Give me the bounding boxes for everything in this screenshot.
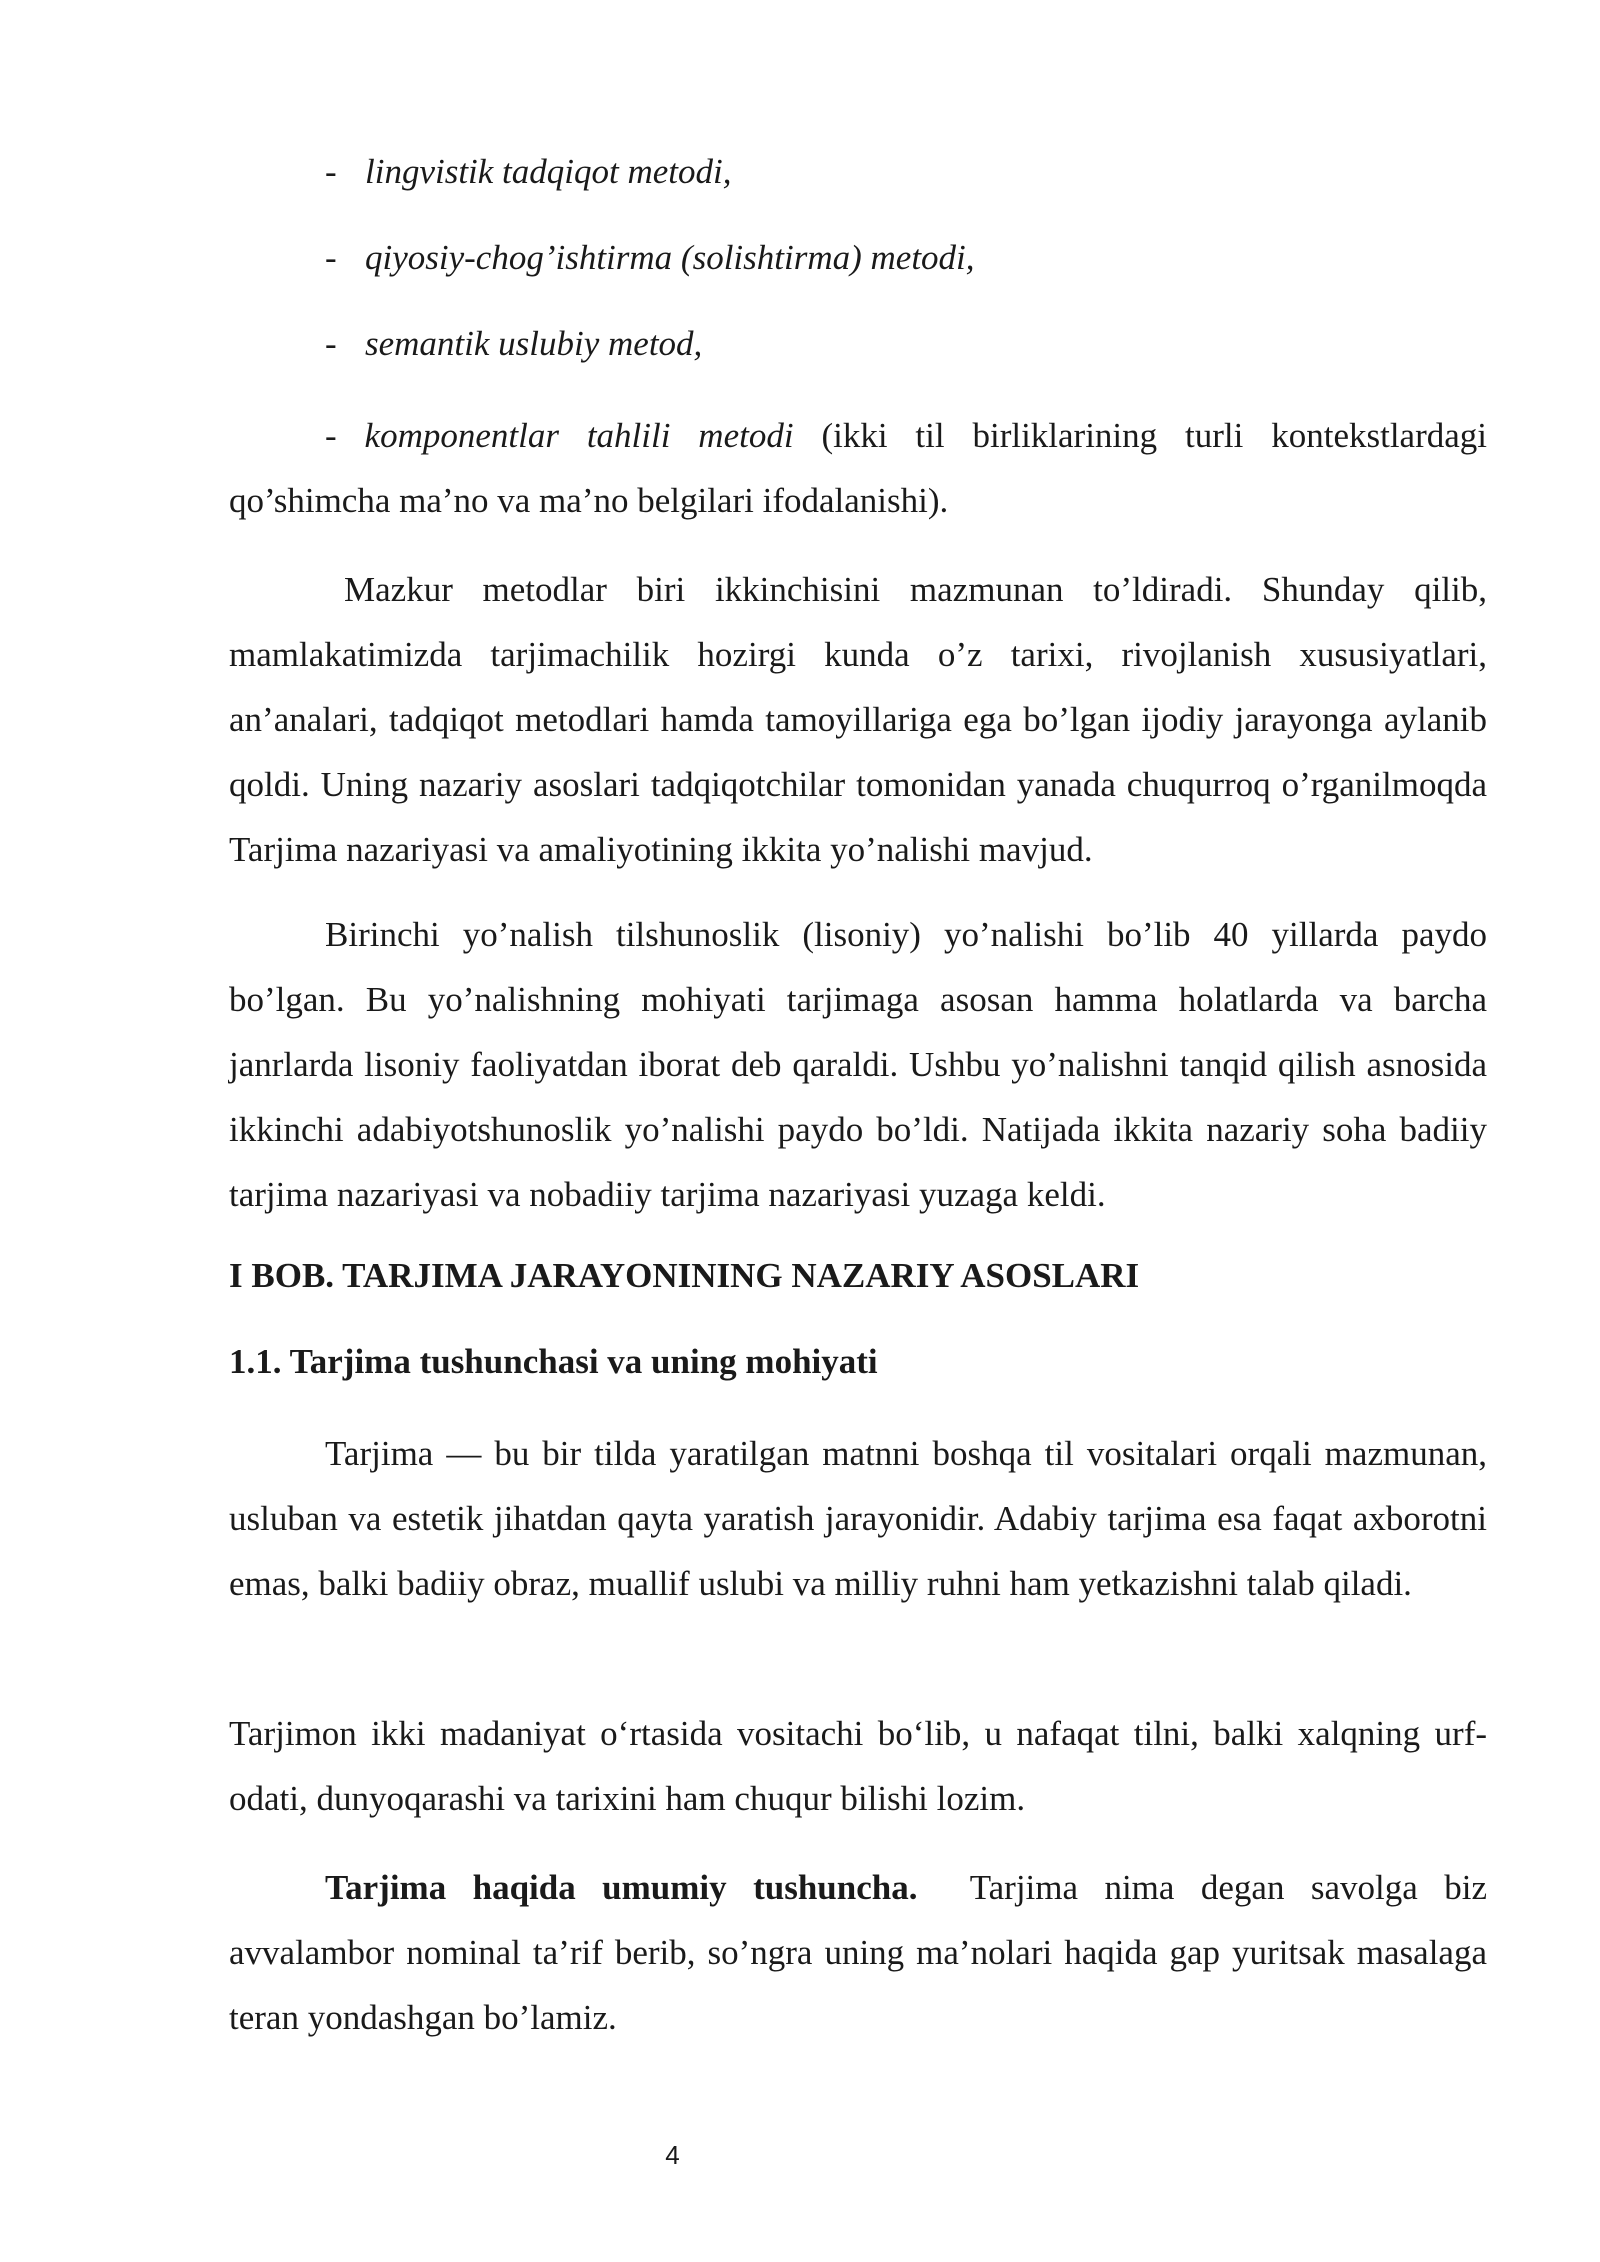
paragraph-directions: Birinchi yo’nalish tilshunoslik (lisoniy) yo’nalishi bo’lib 40 yillarda paydo bo’lgan. Bu yo’nalishning mohiyati tarjimaga asosan hamma holatlarda va barcha janrlarda lisoniy faoliyatdan iborat deb qaraldi. Ushbu yo’nalishni tanqid qilish asnosida ikkinchi adabiyotshunoslik yo’nalishi paydo bo’ldi. Natijada ikkita nazariy soha badiiy tarjima nazariyasi va nobadiiy tarjima nazariyasi yuzaga keldi. bbox=[229, 915, 1487, 1214]
paragraph-general-concept bbox=[229, 1855, 1496, 2050]
method-list-item bbox=[325, 152, 732, 192]
page-number: 4 bbox=[665, 2140, 680, 2170]
chapter-heading: I BOB. TARJIMA JARAYONINING NAZARIY ASOSLARI bbox=[229, 1256, 1140, 1295]
method-label: semantik uslubiy metod, bbox=[365, 324, 703, 363]
section-heading: 1.1. Tarjima tushunchasi va uning mohiyati bbox=[229, 1342, 878, 1381]
paragraph-translator-role: Tarjimon ikki madaniyat o‘rtasida vositachi bo‘lib, u nafaqat tilni, balki xalqning urf-odati, dunyoqarashi va tarixini ham chuqur bilishi lozim. bbox=[229, 1714, 1487, 1818]
inline-bold-heading: Tarjima haqida umumiy tushuncha. bbox=[325, 1868, 918, 1907]
list-dash: - bbox=[325, 238, 337, 277]
method-list-item bbox=[325, 238, 975, 278]
method-list-item bbox=[325, 324, 702, 364]
paragraph-definition: Tarjima — bu bir tilda yaratilgan matnni boshqa til vositalari orqali mazmunan, usluban va estetik jihatdan qayta yaratish jarayonidir. Adabiy tarjima esa faqat axborotni emas, balki badiiy obraz, muallif uslubi va milliy ruhni ham yetkazishni talab qiladi. bbox=[229, 1434, 1487, 1603]
list-dash: - bbox=[325, 324, 337, 363]
list-dash: - bbox=[325, 416, 337, 455]
method-label: qiyosiy-chog’ishtirma (solishtirma) metodi, bbox=[365, 238, 975, 277]
paragraph-methods-summary: Mazkur metodlar biri ikkinchisini mazmunan to’ldiradi. Shunday qilib, mamlakatimizda tarjimachilik hozirgi kunda o’z tarixi, rivojlanish xususiyatlari, an’analari, tadqiqot metodlari hamda tamoyillariga ega bo’lgan ijodiy jarayonga aylanib qoldi. Uning nazariy asoslari tadqiqotchilar tomonidan yanada chuqurroq o’rganilmoqda Tarjima nazariyasi va amaliyotining ikkita yo’nalishi mavjud. bbox=[229, 570, 1487, 869]
method-description: (ikki til birliklarining turli kontekstlardagi qo’shimcha ma’no va ma’no belgilari ifodalanishi). bbox=[229, 416, 1488, 520]
paragraph-text: Tarjima nima degan savolga biz avvalambor nominal ta’rif berib, so’ngra uning ma’nolari haqida gap yuritsak masalaga teran yondashgan bo’lamiz. bbox=[229, 1868, 1496, 2037]
component-method-paragraph bbox=[229, 403, 1487, 533]
method-label: lingvistik tadqiqot metodi, bbox=[365, 152, 732, 191]
method-label: komponentlar tahlili metodi bbox=[364, 416, 794, 455]
list-dash: - bbox=[325, 152, 337, 191]
